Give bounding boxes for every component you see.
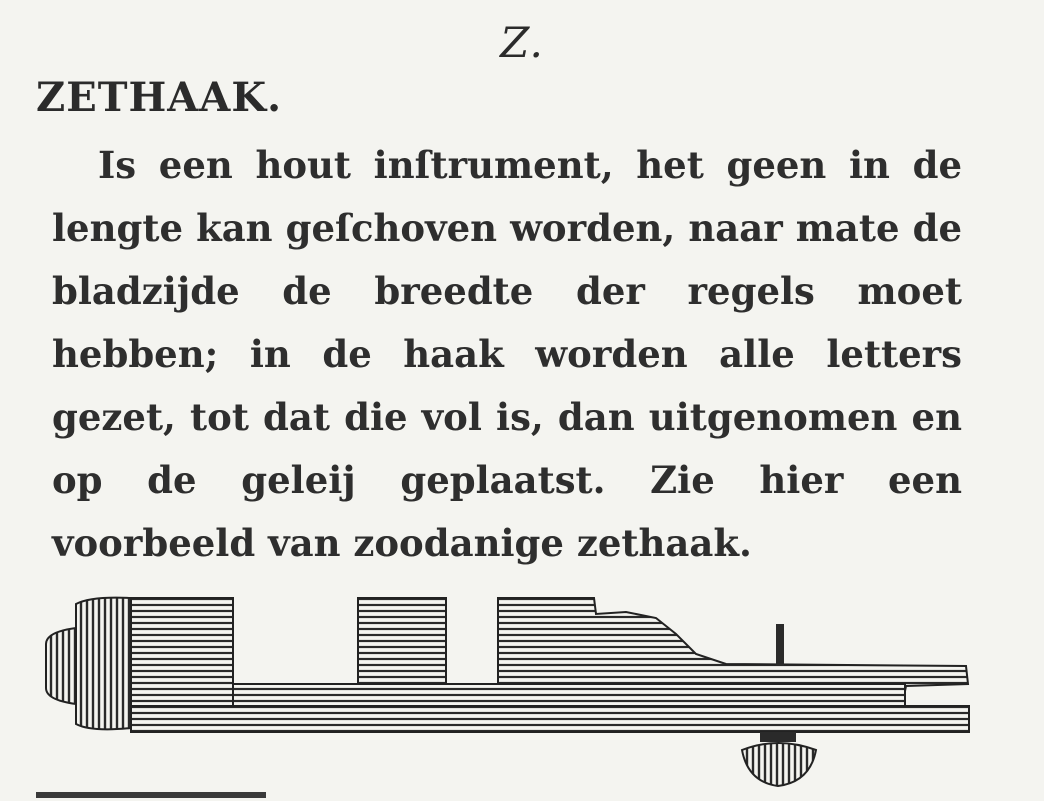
entry-title: ZETHAAK. <box>36 74 283 121</box>
page-bottom-rule <box>36 792 266 798</box>
composing-stick-illustration <box>36 584 980 794</box>
letter-heading: Z. <box>500 18 544 67</box>
entry-body-text: Is een hout inſtrument, het geen in de lengte kan geſchoven worden, naar mate de bladzijde de breedte der regels moet hebben; in de haak worden alle letters gezet, tot dat die vol is, dan uitgenomen en op de geleij geplaatst. Zie hier een voorbeeld van zoodanige zethaak. <box>52 143 962 565</box>
